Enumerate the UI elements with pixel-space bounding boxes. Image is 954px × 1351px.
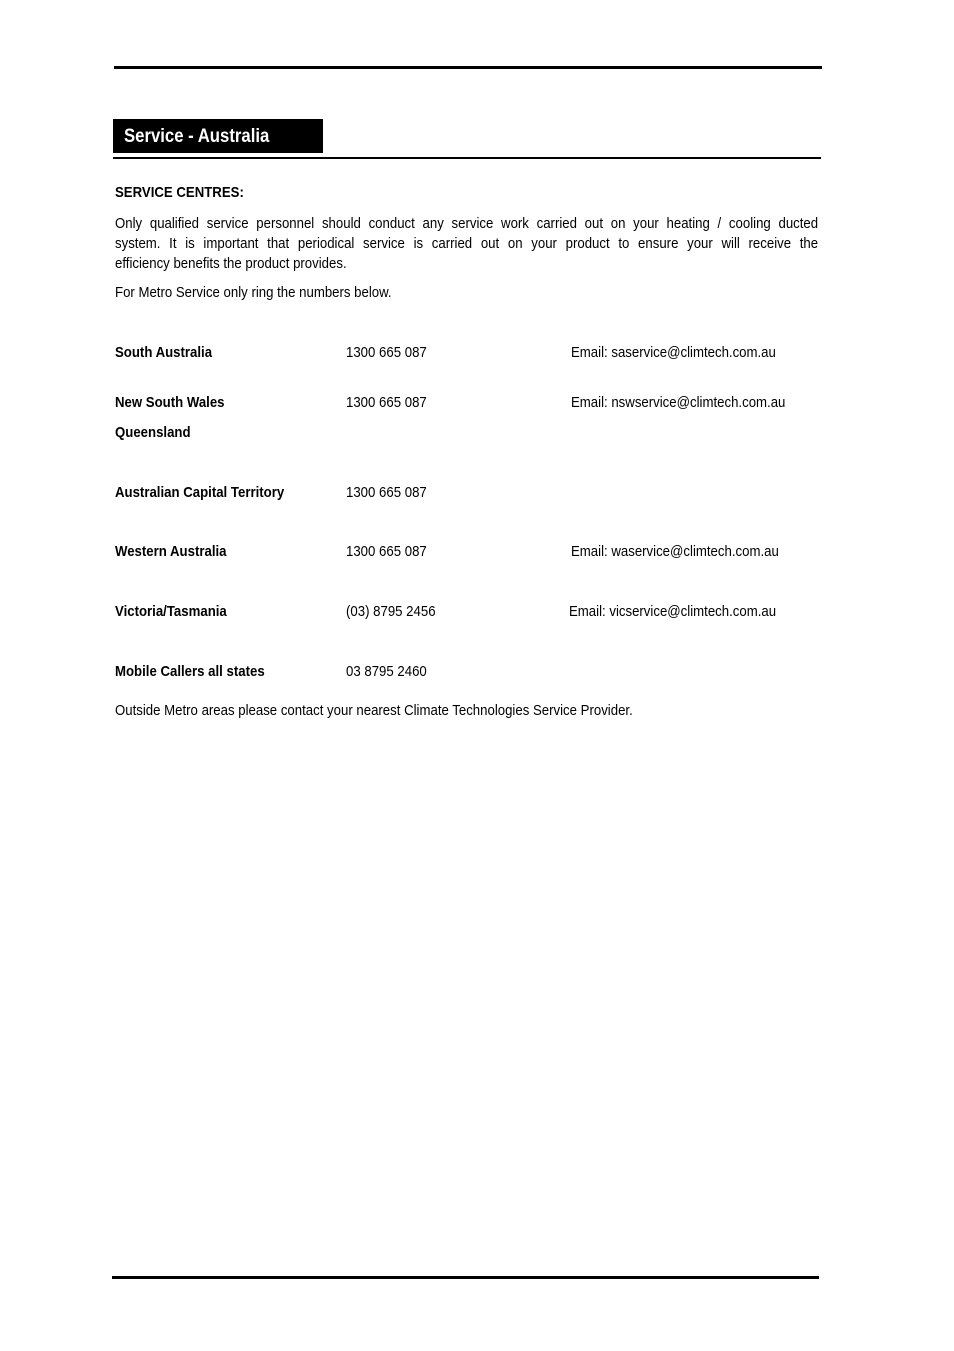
email-south-australia: Email: saservice@climtech.com.au (571, 344, 776, 361)
email-new-south-wales: Email: nswservice@climtech.com.au (571, 394, 786, 411)
region-south-australia: South Australia (115, 344, 213, 361)
phone-act: 1300 665 087 (346, 484, 427, 501)
region-western-australia: Western Australia (115, 543, 227, 560)
metro-note: For Metro Service only ring the numbers below. (115, 284, 392, 301)
outside-metro-note: Outside Metro areas please contact your nearest Climate Technologies Service Provider. (115, 702, 633, 719)
region-act: Australian Capital Territory (115, 484, 285, 501)
section-rule (113, 157, 821, 159)
phone-victoria-tasmania: (03) 8795 2456 (346, 603, 436, 620)
region-queensland: Queensland (115, 424, 191, 441)
phone-mobile-callers: 03 8795 2460 (346, 663, 427, 680)
region-new-south-wales: New South Wales (115, 394, 225, 411)
region-victoria-tasmania: Victoria/Tasmania (115, 603, 227, 620)
intro-paragraph (115, 214, 818, 274)
phone-new-south-wales: 1300 665 087 (346, 394, 427, 411)
intro-line-1: Only qualified service personnel should conduct any service work carried out on your heating / cooling ducted (115, 215, 819, 232)
top-rule (114, 66, 822, 69)
phone-south-australia: 1300 665 087 (346, 344, 427, 361)
section-header (113, 119, 323, 153)
bottom-rule (112, 1276, 819, 1279)
region-mobile-callers: Mobile Callers all states (115, 663, 265, 680)
section-title: Service - Australia (124, 126, 270, 147)
intro-line-2: system. It is important that periodical service is carried out on your product to ensure your will receive the (115, 235, 819, 252)
email-victoria-tasmania: Email: vicservice@climtech.com.au (569, 603, 777, 620)
email-western-australia: Email: waservice@climtech.com.au (571, 543, 779, 560)
service-centres-heading: SERVICE CENTRES: (115, 184, 244, 201)
intro-line-3: efficiency benefits the product provides. (115, 255, 347, 272)
phone-western-australia: 1300 665 087 (346, 543, 427, 560)
